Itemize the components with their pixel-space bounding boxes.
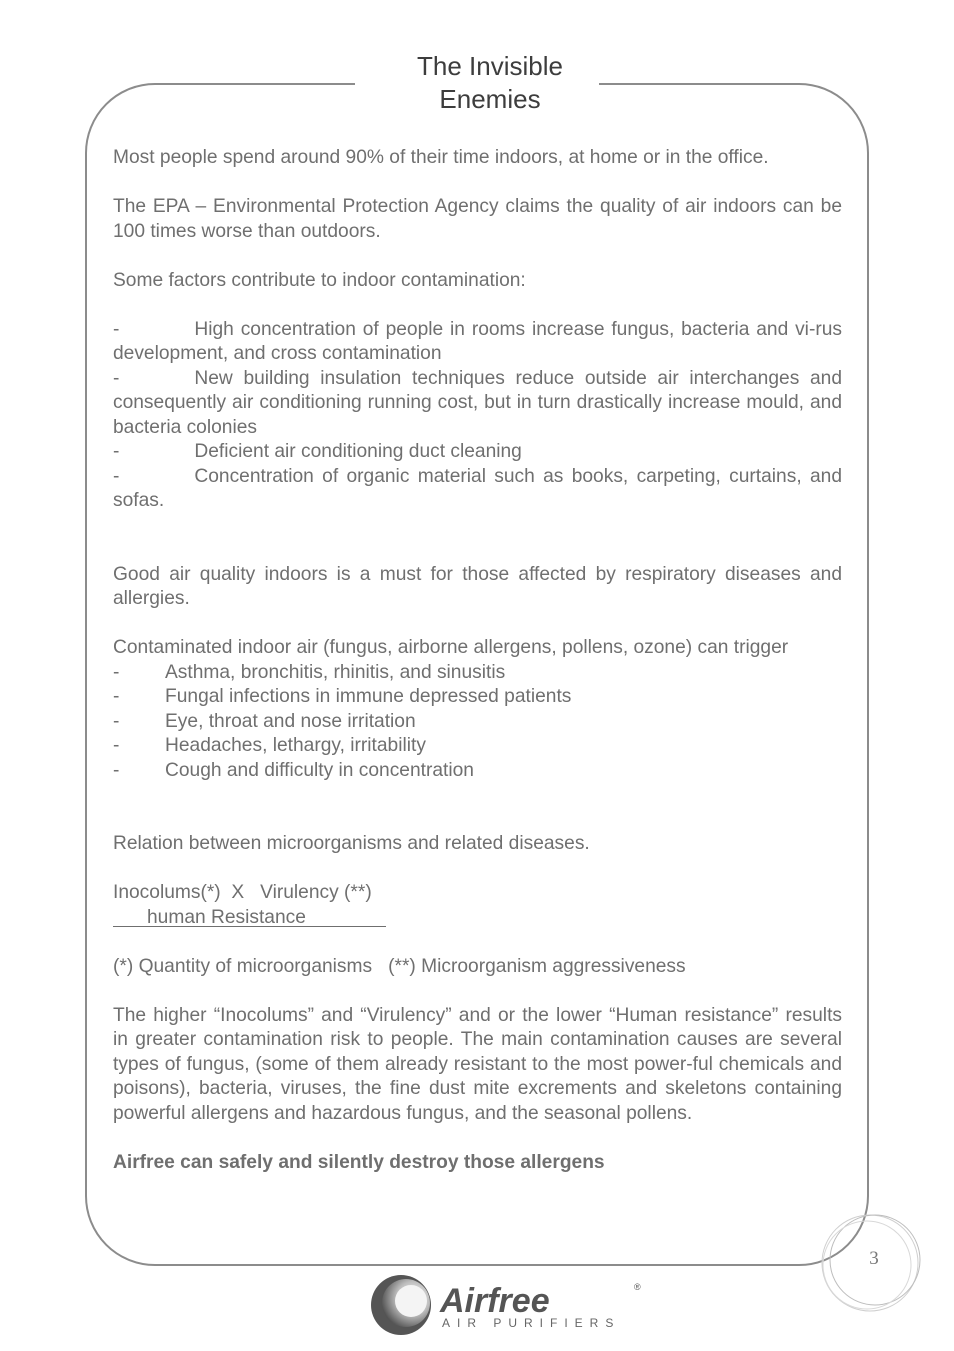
symptom-item: - Asthma, bronchitis, rhinitis, and sinusitis bbox=[113, 661, 506, 683]
symptom-item: - Fungal infections in immune depressed patients bbox=[113, 686, 572, 707]
paragraph-air-quality: Good air quality indoors is a must for those affected by respiratory diseases and allergies. bbox=[113, 563, 842, 609]
title-line-2: Enemies bbox=[439, 84, 541, 114]
logo-brand: Airfree bbox=[440, 1282, 550, 1320]
paragraph-trigger: Contaminated indoor air (fungus, airborne allergens, pollens, ozone) can trigger bbox=[113, 637, 789, 658]
body-text bbox=[113, 146, 842, 1200]
paragraph-contamination-causes: The higher “Inocolums” and “Virulency” and or the lower “Human resistance” results in greater contamination risk to people. The main contamination causes are several types of fungus, (some of them already resistant to the most power-ful chemicals and poisons), bacteria, viruses, the fine dust mite excrements and skeletons containing powerful allergens and hazardous fungus, and the seasonal pollens. bbox=[113, 1004, 842, 1124]
title-line-1: The Invisible bbox=[417, 51, 563, 81]
symptom-item: - Headaches, lethargy, irritability bbox=[113, 735, 426, 756]
factor-item: - Deficient air conditioning duct cleaning bbox=[113, 441, 522, 462]
airfree-logo bbox=[368, 1272, 658, 1338]
paragraph-epa: The EPA – Environmental Protection Agency claims the quality of air indoors can be 100 times worse than outdoors. bbox=[113, 196, 842, 242]
symptom-item: - Eye, throat and nose irritation bbox=[113, 710, 416, 732]
factors-list bbox=[113, 318, 842, 514]
paragraph-factors-intro: Some factors contribute to indoor contamination: bbox=[113, 269, 526, 291]
swirl-icon bbox=[371, 1275, 431, 1335]
closing-statement: Airfree can safely and silently destroy those allergens bbox=[113, 1151, 605, 1173]
paragraph-relation: Relation between microorganisms and related diseases. bbox=[113, 833, 590, 854]
symptom-item: - Cough and difficulty in concentration bbox=[113, 759, 474, 781]
formula-footnote: (*) Quantity of microorganisms (**) Microorganism aggressiveness bbox=[113, 955, 686, 977]
symptoms-list bbox=[113, 661, 842, 784]
factor-item: - Concentration of organic material such as books, carpeting, curtains, and sofas. bbox=[113, 465, 842, 511]
formula-denominator: human Resistance bbox=[147, 906, 306, 928]
factor-item: - High concentration of people in rooms increase fungus, bacteria and vi-rus development, and cross contamination bbox=[113, 318, 842, 364]
logo-registered: ® bbox=[634, 1282, 641, 1292]
factor-item: - New building insulation techniques reduce outside air interchanges and consequently air conditioning running cost, but in turn drastically increase mould, and bacteria colonies bbox=[113, 367, 842, 438]
risk-formula bbox=[113, 881, 842, 930]
formula-numerator: Inocolums(*) X Virulency (**) bbox=[113, 882, 372, 903]
paragraph-indoor-time: Most people spend around 90% of their time indoors, at home or in the office. bbox=[113, 147, 769, 168]
fraction-bar bbox=[113, 926, 386, 927]
page-number: 3 bbox=[869, 1248, 879, 1269]
page-title bbox=[355, 50, 625, 116]
logo-tagline: AIR PURIFIERS bbox=[442, 1316, 621, 1330]
